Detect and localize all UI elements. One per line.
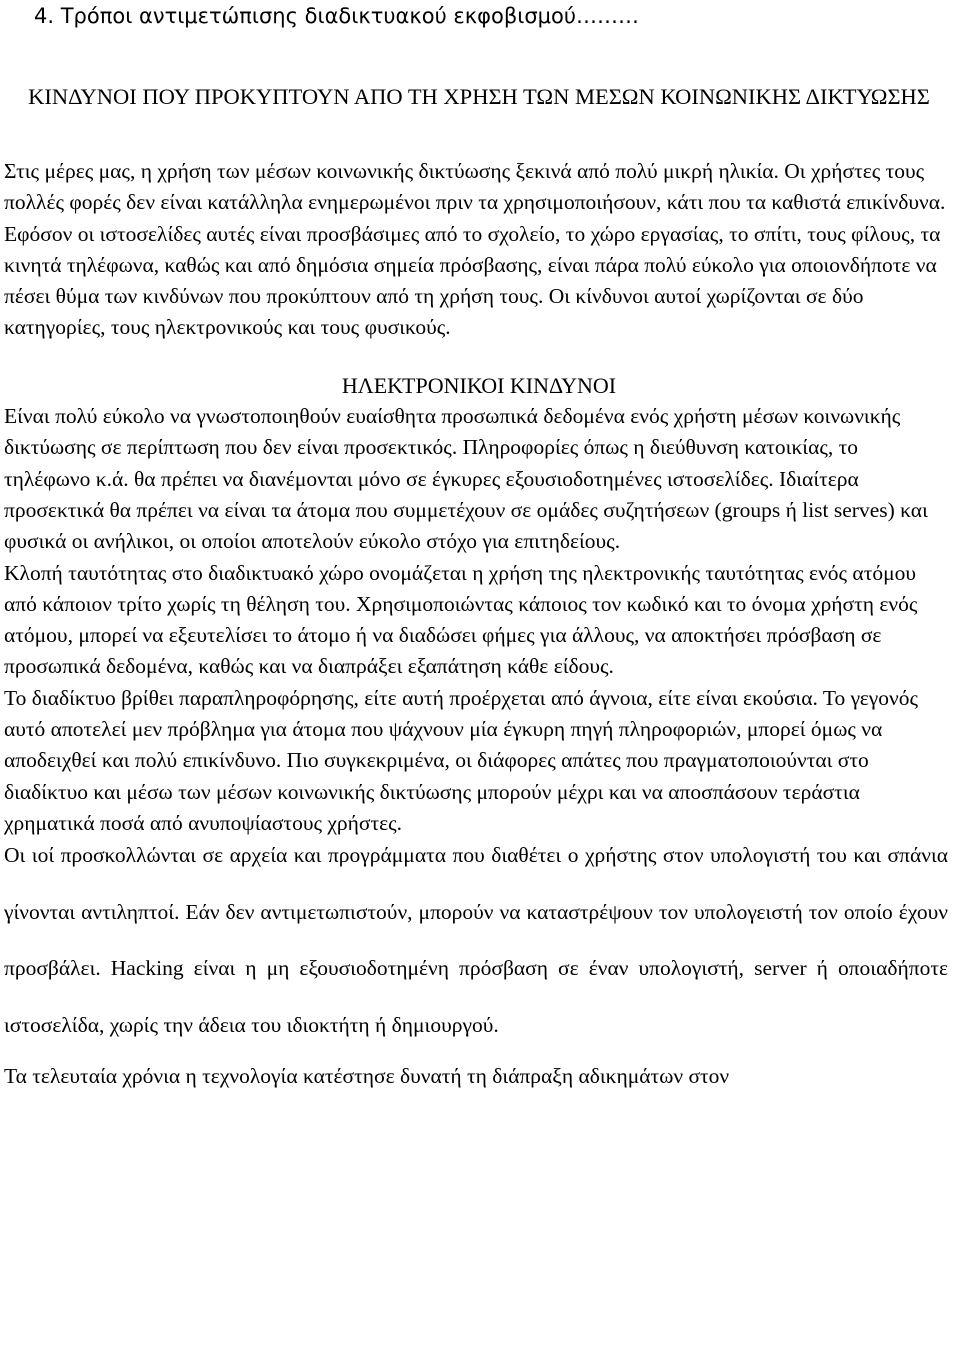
section-heading: 4. Τρόποι αντιμετώπισης διαδικτυακού εκφοβισμού……… [34, 4, 640, 28]
privacy-paragraph: Είναι πολύ εύκολο να γνωστοποιηθούν ευαίσθητα προσωπικά δεδομένα ενός χρήστη μέσων κοινωνικής δικτύωσης σε περίπτωση που δεν είναι προσεκτικός. Πληροφορίες όπως η διεύθυνση κατοικίας, το τηλέφωνο κ.ά. θα πρέπει να διανέμονται μόνο σε έγκυρες εξουσιοδοτημένες ιστοσελίδες. Ιδιαίτερα προσεκτικά θα πρέπει να είναι τα άτομα που συμμετέχουν σε ομάδες συζητήσεων (groups ή list serves) και φυσικά οι ανήλικοι, οι οποίοι αποτελούν εύκολο στόχο για επιτηδείους. [4, 404, 928, 554]
document-page [4, 0, 954, 1349]
last-paragraph: Τα τελευταία χρόνια η τεχνολογία κατέστησε δυνατή τη διάπραξη αδικημάτων στον [4, 1064, 730, 1089]
viruses-hacking-paragraph: Οι ιοί προσκολλώνται σε αρχεία και προγράμματα που διαθέτει ο χρήστης στον υπολογιστή του και σπάνια γίνονται αντιληπτοί. Εάν δεν αντιμετωπιστούν, μπορούν να καταστρέψουν τον υπολογειστή τον οποίο έχουν προσβάλει. Hacking είναι η μη εξουσιοδοτημένη πρόσβαση σε έναν υπολογιστή, server ή οποιαδήποτε ιστοσελίδα, χωρίς την άδεια του ιδιοκτήτη ή δημιουργού. [4, 843, 948, 1037]
intro-paragraph: Στις μέρες μας, η χρήση των μέσων κοινωνικής δικτύωσης ξεκινά από πολύ μικρή ηλικία. Οι χρήστες τους πολλές φορές δεν είναι κατάλληλα ενημερωμένοι πριν τα χρησιμοποιήσουν, κάτι που τα καθιστά επικίνδυνα. Εφόσον οι ιστοσελίδες αυτές είναι προσβάσιμες από το σχολείο, το χώρο εργασίας, το σπίτι, τους φίλους, τα κινητά τηλέφωνα, καθώς και από δημόσια σημεία πρόσβασης, είναι πάρα πολύ εύκολο για οποιονδήποτε να πέσει θύμα των κινδύνων που προκύπτουν από τη χρήση τους. Οι κίνδυνοι αυτοί χωρίζονται σε δύο κατηγορίες, τους ηλεκτρονικούς και τους φυσικούς. [4, 159, 946, 340]
misinformation-paragraph: Το διαδίκτυο βρίθει παραπληροφόρησης, είτε αυτή προέρχεται από άγνοια, είτε είναι εκούσια. Το γεγονός αυτό αποτελεί μεν πρόβλημα για άτομα που ψάχνουν μία έγκυρη πηγή πληροφοριών, μπορεί όμως να αποδειχθεί και πολύ επικίνδυνο. Πιο συγκεκριμένα, οι διάφορες απάτες που πραγματοποιούνται στο διαδίκτυο και μέσω των μέσων κοινωνικής δικτύωσης μπορούν μέχρι και να αποσπάσουν τεράστια χρηματικά ποσά από ανυποψίαστους χρήστες. [4, 685, 919, 835]
identity-theft-paragraph: Κλοπή ταυτότητας στο διαδικτυακό χώρο ονομάζεται η χρήση της ηλεκτρονικής ταυτότητας ενός ατόμου από κάποιον τρίτο χωρίς τη θέληση του. Χρησιμοποιώντας κάποιος τον κωδικό και το όνομα χρήστη ενός ατόμου, μπορεί να εξευτελίσει το άτομο ή να διαδώσει φήμες για άλλους, να αποκτήσει πρόσβαση σε προσωπικά δεδομένα, καθώς και να διαπράξει εξαπάτηση κάθε είδους. [4, 560, 918, 679]
electronic-risks-title: ΗΛΕΚΤΡΟΝΙΚΟΙ ΚΙΝΔΥΝΟΙ [341, 372, 617, 398]
main-title: ΚΙΝΔΥΝΟΙ ΠΟΥ ΠΡΟΚΥΠΤΟΥΝ ΑΠΟ ΤΗ ΧΡΗΣΗ ΤΩΝ ΜΕΣΩΝ ΚΟΙΝΩΝΙΚΗΣ ΔΙΚΤΥΩΣΗΣ [28, 84, 930, 109]
